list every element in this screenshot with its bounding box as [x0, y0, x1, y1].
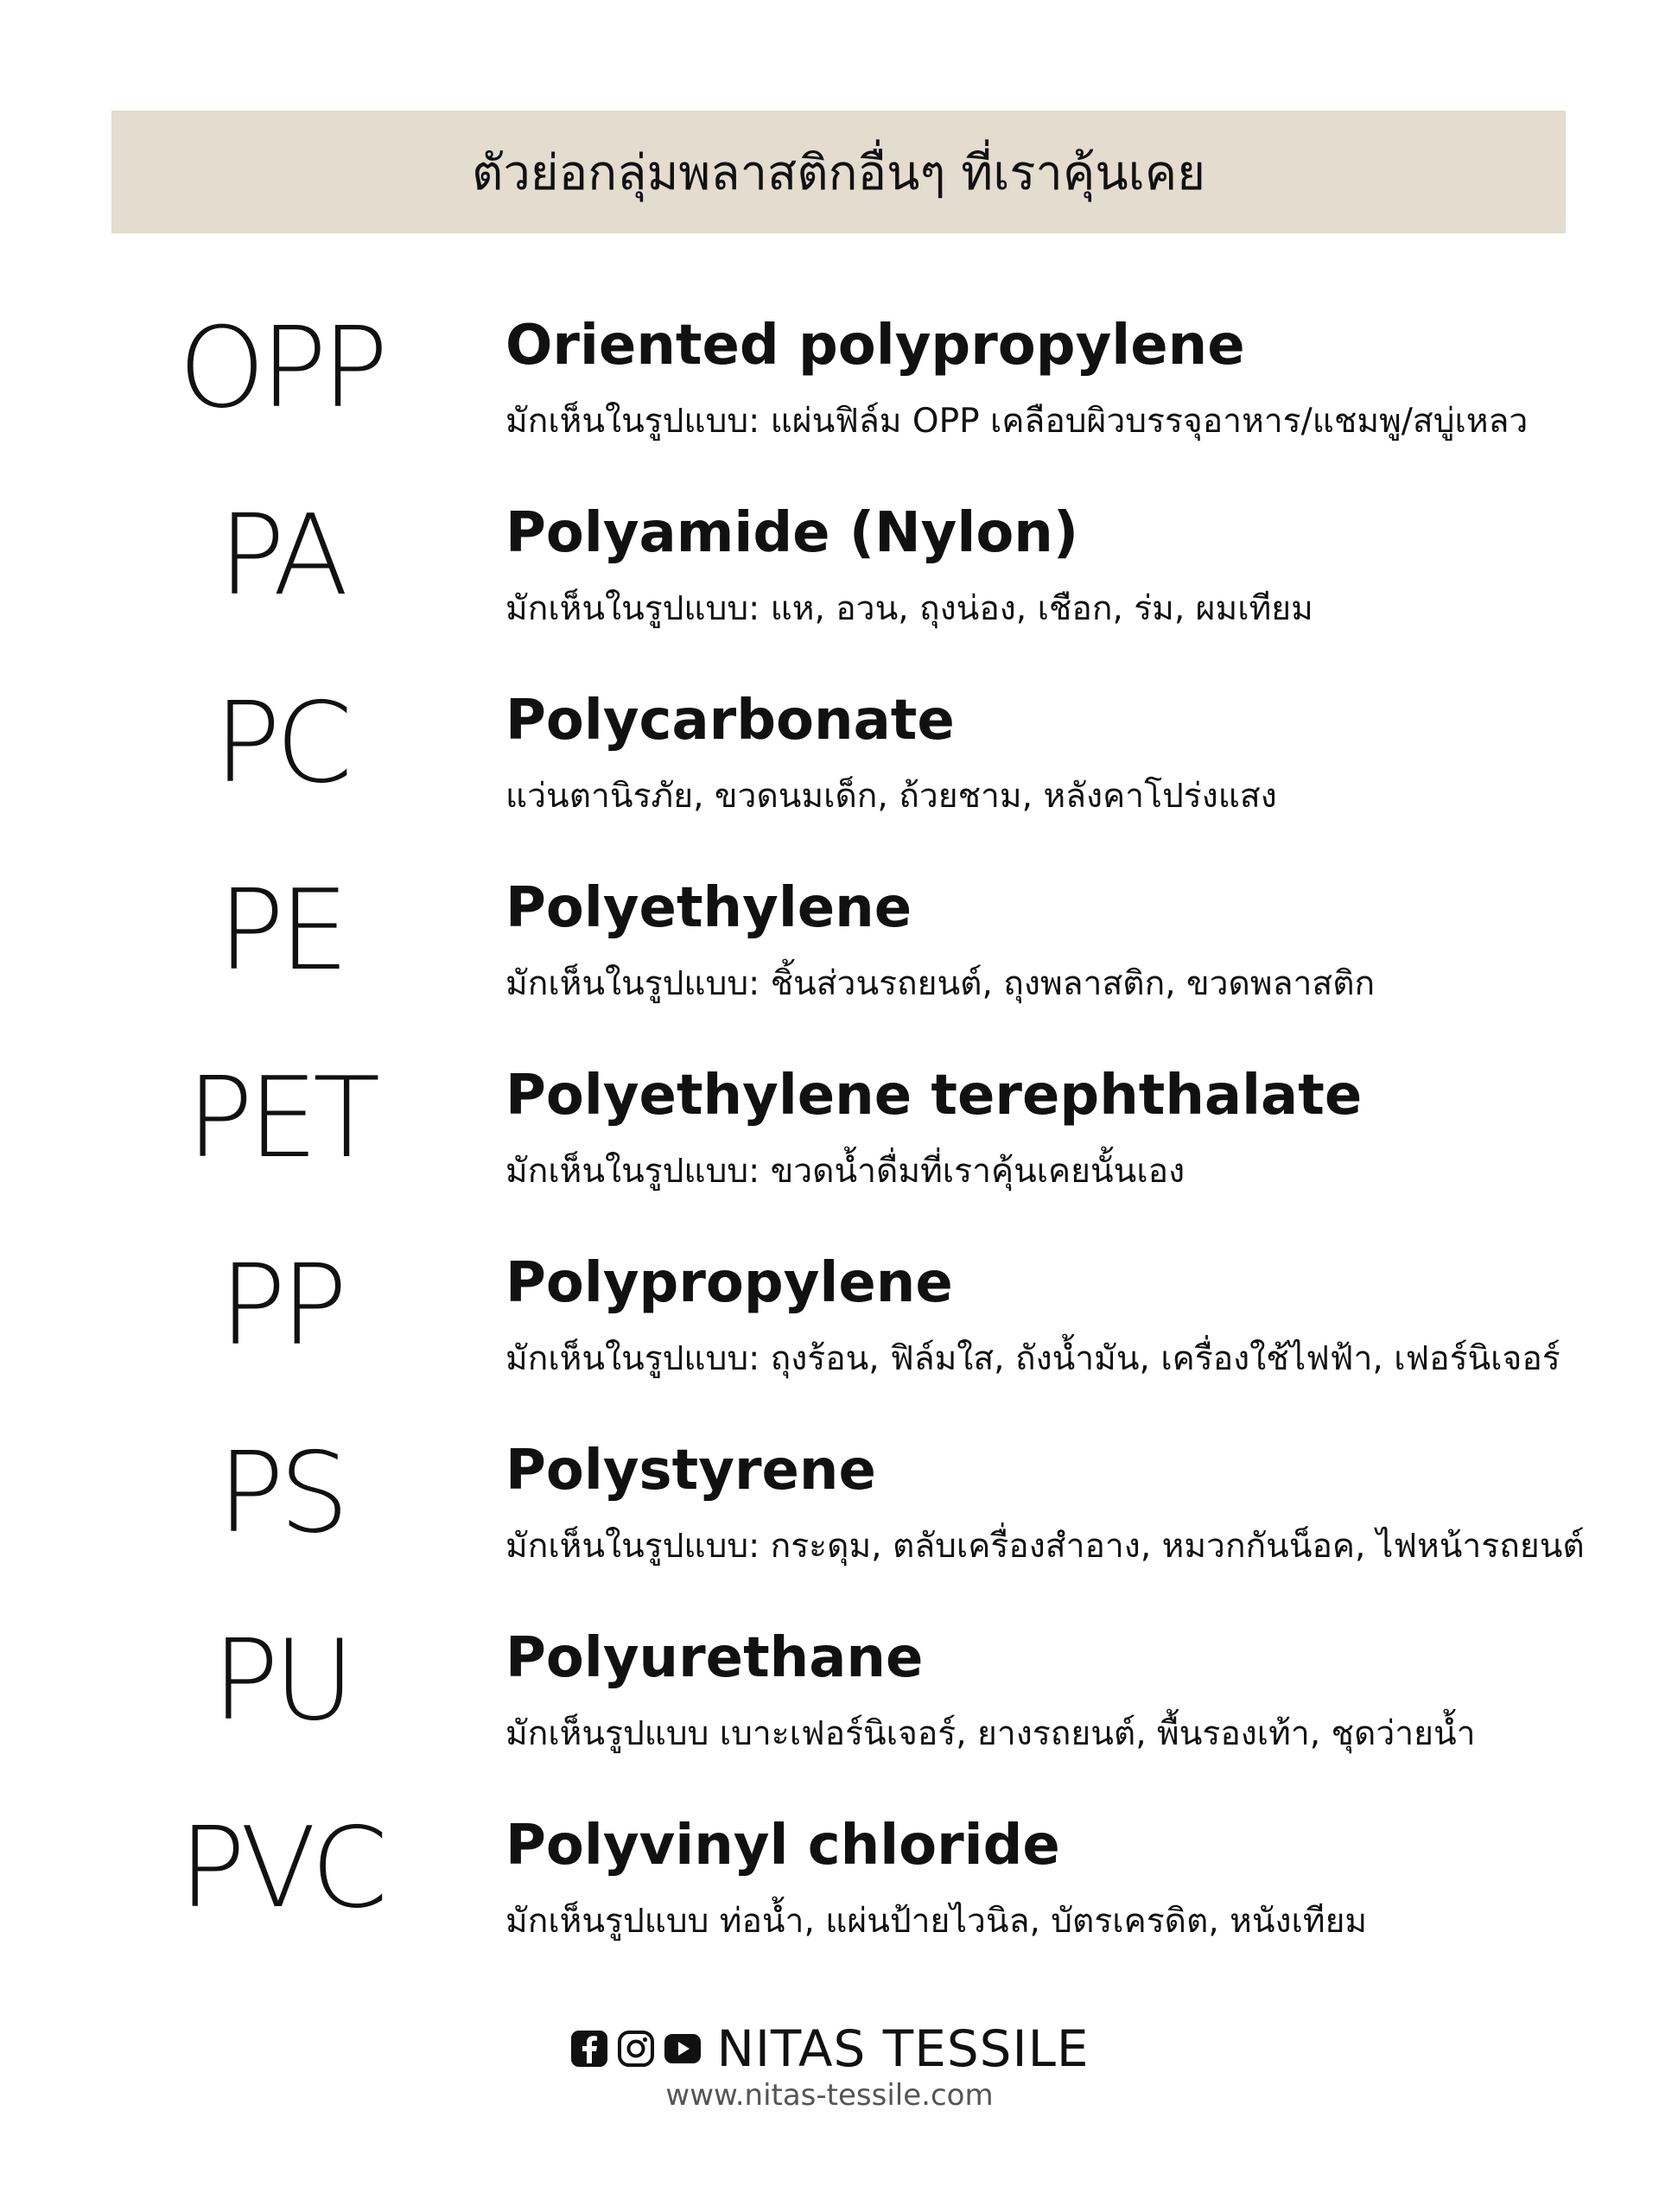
abbreviation: PC: [213, 679, 348, 808]
usage-description: มักเห็นในรูปแบบ: ชิ้นส่วนรถยนต์, ถุงพลาสติก, ขวดพลาสติก: [505, 964, 1376, 1003]
list-item: [0, 856, 1659, 1044]
list-item: [0, 1794, 1659, 1981]
list-item: [0, 481, 1659, 669]
footer-brand: [0, 2018, 1659, 2079]
full-name: Polyvinyl chloride: [505, 1814, 1060, 1878]
facebook-icon[interactable]: [569, 2029, 609, 2069]
usage-description: มักเห็นในรูปแบบ: ถุงร้อน, ฟิล์มใส, ถังน้ำมัน, เครื่องใช้ไฟฟ้า, เฟอร์นิเจอร์: [505, 1339, 1560, 1378]
list-item: [0, 669, 1659, 856]
youtube-icon[interactable]: [663, 2029, 702, 2069]
full-name: Polypropylene: [505, 1251, 953, 1315]
header-banner: [111, 111, 1566, 233]
full-name: Polyethylene terephthalate: [505, 1064, 1363, 1128]
full-name: Polyurethane: [505, 1626, 924, 1690]
full-name: Polyethylene: [505, 876, 912, 940]
brand-name: NITAS TESSILE: [716, 2019, 1090, 2078]
list-item: [0, 1231, 1659, 1419]
abbreviation: PS: [217, 1429, 345, 1558]
full-name: Polystyrene: [505, 1439, 876, 1503]
full-name: Polyamide (Nylon): [505, 501, 1079, 565]
usage-description: มักเห็นในรูปแบบ: แห, อวน, ถุงน่อง, เชือก, ร่ม, ผมเทียม: [505, 589, 1313, 628]
plastic-abbreviation-list: [0, 294, 1659, 1981]
usage-description: มักเห็นในรูปแบบ: ขวดน้ำดื่มที่เราคุ้นเคยนั้นเอง: [505, 1152, 1185, 1191]
page-title: ตัวย่อกลุ่มพลาสติกอื่นๆ ที่เราคุ้นเคย: [471, 144, 1206, 201]
website-url[interactable]: www.nitas-tessile.com: [665, 2078, 994, 2113]
abbreviation: PA: [218, 492, 344, 620]
list-item: [0, 1606, 1659, 1794]
abbreviation: PE: [217, 867, 345, 995]
list-item: [0, 294, 1659, 481]
full-name: Polycarbonate: [505, 689, 955, 753]
usage-description: แว่นตานิรภัย, ขวดนมเด็ก, ถ้วยชาม, หลังคาโปร่งแสง: [505, 777, 1277, 816]
list-item: [0, 1419, 1659, 1606]
abbreviation: PVC: [178, 1804, 384, 1933]
list-item: [0, 1044, 1659, 1231]
usage-description: มักเห็นรูปแบบ ท่อน้ำ, แผ่นป้ายไวนิล, บัตรเครดิต, หนังเทียม: [505, 1902, 1368, 1941]
abbreviation: PP: [219, 1242, 343, 1370]
abbreviation: PET: [186, 1054, 376, 1183]
full-name: Oriented polypropylene: [505, 314, 1245, 378]
instagram-icon[interactable]: [616, 2029, 656, 2069]
abbreviation: OPP: [178, 304, 384, 433]
abbreviation: PU: [212, 1617, 350, 1745]
usage-description: มักเห็นรูปแบบ เบาะเฟอร์นิเจอร์, ยางรถยนต์, พื้นรองเท้า, ชุดว่ายน้ำ: [505, 1714, 1476, 1753]
usage-description: มักเห็นในรูปแบบ: แผ่นฟิล์ม OPP เคลือบผิวบรรจุอาหาร/แชมพู/สบู่เหลว: [505, 402, 1529, 441]
usage-description: มักเห็นในรูปแบบ: กระดุม, ตลับเครื่องสำอาง, หมวกกันน็อค, ไฟหน้ารถยนต์: [505, 1527, 1585, 1566]
